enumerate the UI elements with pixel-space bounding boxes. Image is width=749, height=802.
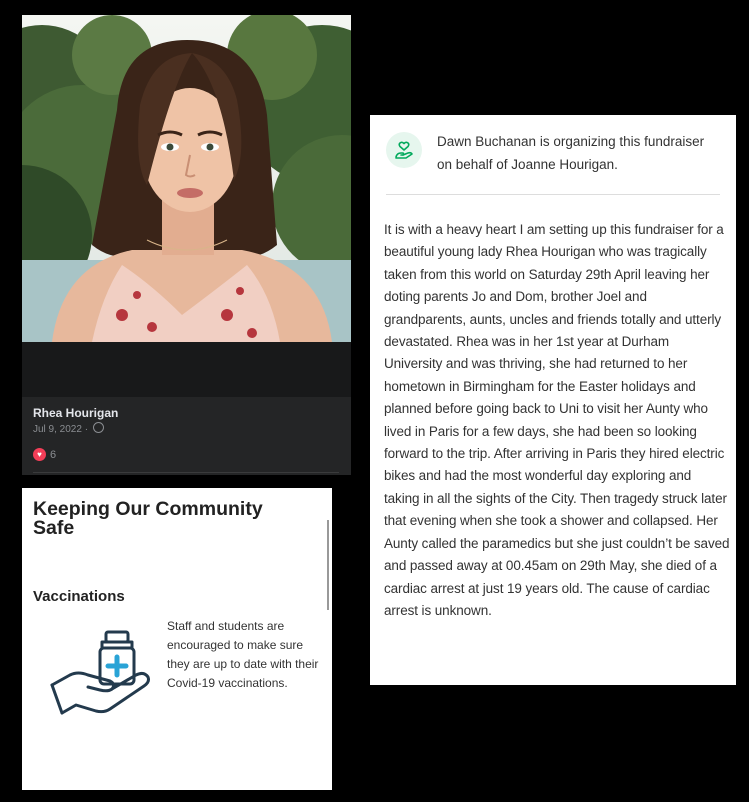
vaccination-text: Staff and students are encouraged to make sure they are up to date with their Covid-19 vaccinations. [167, 619, 319, 690]
section-heading: Vaccinations [33, 588, 125, 605]
post-date-text: Jul 9, 2022 · [33, 424, 89, 435]
heart-icon[interactable]: ♥ [33, 448, 46, 461]
organizer-text: Dawn Buchanan is organizing this fundraiser on behalf of Joanne Hourigan. [437, 134, 705, 172]
post-divider [33, 472, 339, 473]
fundraiser-story: It is with a heavy heart I am setting up this fundraiser for a beautiful young lady Rhea Hourigan who was tragically taken from this world on Saturday 29th April leaving her doting parents Jo and Dom, brother Joel and grandparents, aunts, uncles and friends totally and utterly devastated. Rhea was in her 1st year at Durham University and was thriving, she had returned to her hometown in Birmingham for the Easter holidays and planned before going back to Uni to visit her Aunty who lived in Paris for a few days, she had been so looking forward to the trip. After arriving in Paris they hired electric bikes and had the most wonderful day exploring and taking in all the sights of the City. Then tragedy struck later that evening when she took a shower and collapsed. Her Aunty called the paramedics but she just couldn’t be saved and passed away at 00.45am on 29th May, she died of a cardiac arrest at just 19 years old. The cause of cardiac arrest is unknown. [384, 222, 730, 618]
heart-person-icon [386, 132, 422, 168]
portrait-illustration [22, 15, 351, 342]
community-safety-card [22, 488, 332, 790]
organizer-divider [386, 194, 720, 195]
facebook-post [22, 15, 351, 475]
profile-photo[interactable] [22, 15, 351, 342]
post-spacer [22, 342, 351, 397]
reaction-count[interactable]: 6 [50, 449, 57, 461]
vaccine-hand-icon [48, 629, 154, 722]
fundraiser-card [370, 115, 736, 685]
scrollbar[interactable] [327, 520, 329, 610]
card-title: Keeping Our Community Safe [33, 498, 263, 539]
post-author[interactable]: Rhea Hourigan [33, 406, 119, 420]
globe-icon [93, 422, 104, 433]
post-date[interactable] [33, 422, 104, 435]
post-meta [22, 397, 351, 475]
